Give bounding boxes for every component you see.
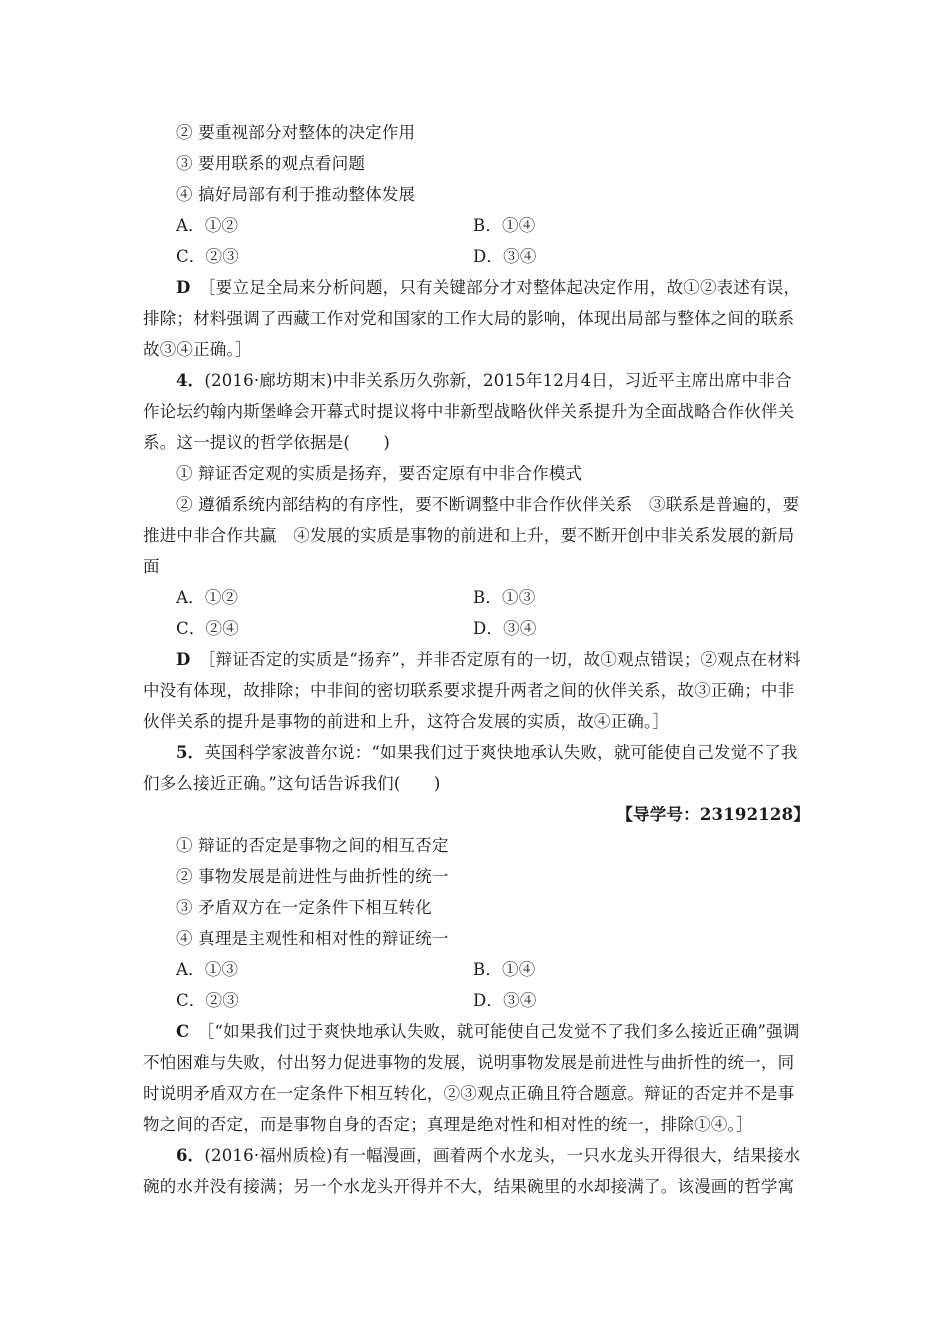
- q6-stem-2: 碗的水并没有接满；另一个水龙头开得并不大，结果碗里的水却接满了。该漫画的哲学寓: [143, 1177, 795, 1196]
- q4-stem-2: 作论坛约翰内斯堡峰会开幕式时提议将中非新型战略伙伴关系提升为全面战略合作伙伴关: [143, 402, 795, 421]
- q6-stem: [176, 1146, 800, 1166]
- q4-option-2-line-3[interactable]: 面: [143, 557, 160, 576]
- q5-option-3[interactable]: ③ 矛盾双方在一定条件下相互转化: [176, 898, 432, 917]
- q5-explanation-2: 不怕困难与失败，付出努力促进事物的发展，说明事物发展是前进性与曲折性的统一，同: [143, 1053, 795, 1072]
- q3-explanation-1: ［要立足全局来分析问题，只有关键部分才对整体起决定作用，故①②表述有误，: [207, 278, 801, 297]
- q3-answer: D: [176, 278, 191, 297]
- q6-number: 6．: [176, 1146, 205, 1165]
- q5-answer: C: [176, 1022, 190, 1041]
- q4-choice-d[interactable]: D．③④: [473, 619, 537, 638]
- q4-stem-3: 系。这一提议的哲学依据是( ): [143, 433, 391, 452]
- q4-explanation-3: 伙伴关系的提升是事物的前进和上升，这符合发展的实质，故④正确。］: [143, 712, 670, 731]
- q4-option-2-line-2[interactable]: 推进中非合作共赢 ④发展的实质是事物的前进和上升，要不断开创中非关系发展的新局: [143, 526, 795, 545]
- q4-stem: [176, 371, 792, 391]
- q5-choice-d[interactable]: D．③④: [473, 991, 537, 1010]
- q3-choice-a[interactable]: A．①②: [176, 216, 239, 235]
- q3-answer-explanation: [176, 278, 800, 298]
- q5-answer-explanation: [176, 1022, 800, 1042]
- q5-explanation-1: ［“如果我们过于爽快地承认失败，就可能使自己发觉不了我们多么接近正确”强调: [206, 1022, 800, 1041]
- q5-stem-2: 们多么接近正确。”这句话告诉我们( ): [143, 774, 441, 793]
- q5-option-2[interactable]: ② 事物发展是前进性与曲折性的统一: [176, 867, 449, 886]
- q5-choice-c[interactable]: C．②③: [176, 991, 239, 1010]
- q5-stem: [176, 743, 798, 763]
- q4-choice-c[interactable]: C．②④: [176, 619, 239, 638]
- q5-option-4[interactable]: ④ 真理是主观性和相对性的辩证统一: [176, 929, 449, 948]
- q5-explanation-3: 时说明矛盾双方在一定条件下相互转化，②③观点正确且符合题意。辩证的否定并不是事: [143, 1084, 795, 1103]
- q4-explanation-1: ［辩证否定的实质是“扬弃”，并非否定原有的一切，故①观点错误；②观点在材料: [207, 650, 801, 669]
- q5-explanation-4: 物之间的否定，而是事物自身的否定；真理是绝对性和相对性的统一，排除①④。］: [143, 1115, 753, 1134]
- q3-choice-b[interactable]: B．①④: [473, 216, 536, 235]
- q5-choice-a[interactable]: A．①③: [176, 960, 239, 979]
- q4-answer: D: [176, 650, 191, 669]
- q5-guide-number: 【导学号：23192128】: [616, 805, 810, 824]
- q3-option-2[interactable]: ② 要重视部分对整体的决定作用: [176, 123, 416, 142]
- q4-choice-a[interactable]: A．①②: [176, 588, 239, 607]
- q3-option-4[interactable]: ④ 搞好局部有利于推动整体发展: [176, 185, 416, 204]
- q3-option-3[interactable]: ③ 要用联系的观点看问题: [176, 154, 366, 173]
- q5-number: 5．: [176, 743, 205, 762]
- q5-choice-b[interactable]: B．①④: [473, 960, 536, 979]
- q5-stem-1: 英国科学家波普尔说：“如果我们过于爽快地承认失败，就可能使自己发觉不了我: [204, 743, 798, 762]
- q4-option-1[interactable]: ① 辩证否定观的实质是扬弃，要否定原有中非合作模式: [176, 464, 583, 483]
- q4-answer-explanation: [176, 650, 801, 670]
- q6-stem-1: (2016·福州质检)有一幅漫画，画着两个水龙头，一只水龙头开得很大，结果接水: [204, 1146, 801, 1165]
- q3-choice-d[interactable]: D．③④: [473, 247, 537, 266]
- q4-choice-b[interactable]: B．①③: [473, 588, 536, 607]
- q4-number: 4．: [176, 371, 205, 390]
- q3-explanation-2: 排除；材料强调了西藏工作对党和国家的工作大局的影响，体现出局部与整体之间的联系: [143, 309, 795, 328]
- q5-option-1[interactable]: ① 辩证的否定是事物之间的相互否定: [176, 836, 449, 855]
- q4-option-2-line-1[interactable]: ② 遵循系统内部结构的有序性，要不断调整中非合作伙伴关系 ③联系是普遍的，要: [176, 495, 800, 514]
- q3-choice-c[interactable]: C．②③: [176, 247, 239, 266]
- q4-stem-1: (2016·廊坊期末)中非关系历久弥新，2015年12月4日，习近平主席出席中非合: [204, 371, 792, 390]
- q4-explanation-2: 中没有体现，故排除；中非间的密切联系要求提升两者之间的伙伴关系，故③正确；中非: [143, 681, 795, 700]
- q3-explanation-3: 故③④正确。］: [143, 340, 252, 359]
